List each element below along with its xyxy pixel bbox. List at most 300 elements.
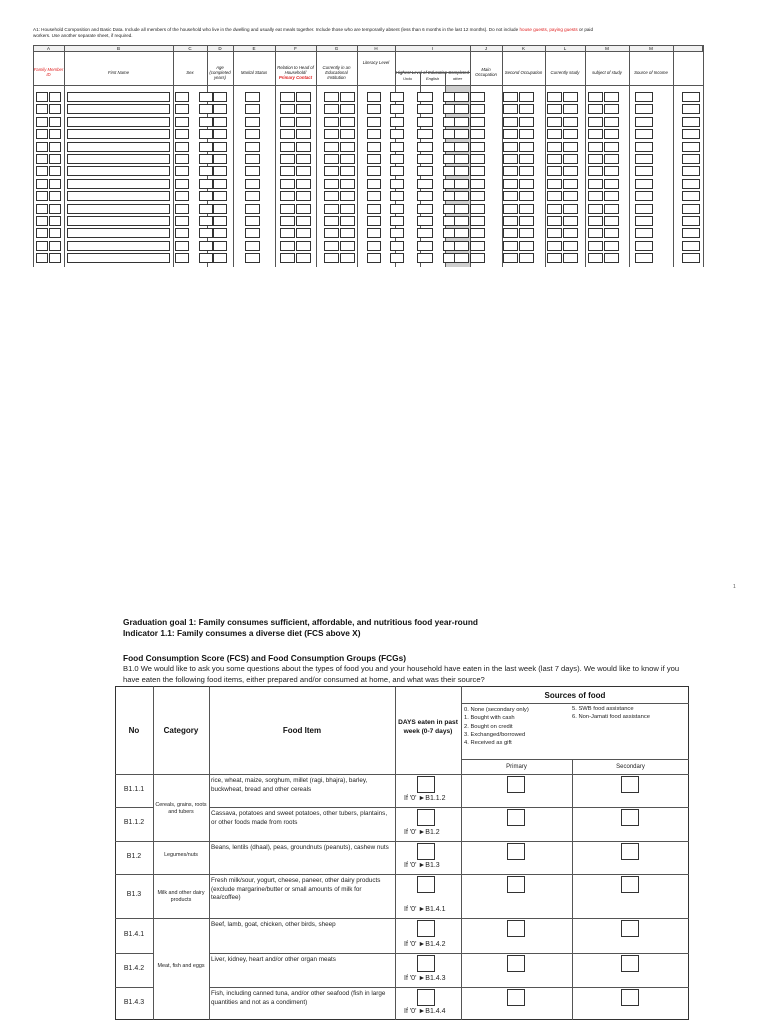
entry-box[interactable] <box>175 179 189 189</box>
entry-box[interactable] <box>340 179 355 189</box>
entry-box[interactable] <box>604 166 619 176</box>
entry-box[interactable] <box>454 142 469 152</box>
entry-box[interactable] <box>519 154 534 164</box>
entry-box[interactable] <box>67 117 170 127</box>
entry-box[interactable] <box>199 166 213 176</box>
entry-box[interactable] <box>563 142 578 152</box>
entry-box[interactable] <box>296 204 311 214</box>
secondary-source-box[interactable] <box>621 843 639 860</box>
entry-box[interactable] <box>324 253 339 263</box>
entry-box[interactable] <box>367 154 381 164</box>
entry-box[interactable] <box>470 104 485 114</box>
entry-box[interactable] <box>390 166 404 176</box>
entry-box[interactable] <box>563 191 578 201</box>
entry-box[interactable] <box>213 191 227 201</box>
entry-box[interactable] <box>547 117 562 127</box>
entry-box[interactable] <box>367 228 381 238</box>
entry-box[interactable] <box>245 104 260 114</box>
entry-box[interactable] <box>390 253 404 263</box>
entry-box[interactable] <box>470 154 485 164</box>
entry-box[interactable] <box>682 117 700 127</box>
entry-box[interactable] <box>503 104 518 114</box>
entry-box[interactable] <box>340 204 355 214</box>
entry-box[interactable] <box>175 216 189 226</box>
entry-box[interactable] <box>36 117 48 127</box>
entry-box[interactable] <box>635 154 653 164</box>
primary-source-box[interactable] <box>507 955 525 972</box>
entry-box[interactable] <box>470 92 485 102</box>
entry-box[interactable] <box>280 241 295 251</box>
entry-box[interactable] <box>213 166 227 176</box>
entry-box[interactable] <box>682 154 700 164</box>
entry-box[interactable] <box>519 92 534 102</box>
entry-box[interactable] <box>470 191 485 201</box>
entry-box[interactable] <box>563 179 578 189</box>
entry-box[interactable] <box>280 154 295 164</box>
entry-box[interactable] <box>245 241 260 251</box>
entry-box[interactable] <box>175 241 189 251</box>
entry-box[interactable] <box>340 241 355 251</box>
entry-box[interactable] <box>36 166 48 176</box>
entry-box[interactable] <box>547 166 562 176</box>
entry-box[interactable] <box>36 142 48 152</box>
entry-box[interactable] <box>563 253 578 263</box>
entry-box[interactable] <box>67 216 170 226</box>
entry-box[interactable] <box>340 253 355 263</box>
entry-box[interactable] <box>280 92 295 102</box>
entry-box[interactable] <box>547 129 562 139</box>
entry-box[interactable] <box>49 92 61 102</box>
entry-box[interactable] <box>454 216 469 226</box>
entry-box[interactable] <box>635 104 653 114</box>
entry-box[interactable] <box>682 191 700 201</box>
entry-box[interactable] <box>454 204 469 214</box>
entry-box[interactable] <box>390 204 404 214</box>
entry-box[interactable] <box>324 129 339 139</box>
entry-box[interactable] <box>280 179 295 189</box>
entry-box[interactable] <box>367 129 381 139</box>
entry-box[interactable] <box>547 253 562 263</box>
entry-box[interactable] <box>454 117 469 127</box>
entry-box[interactable] <box>588 104 603 114</box>
entry-box[interactable] <box>199 228 213 238</box>
entry-box[interactable] <box>454 241 469 251</box>
entry-box[interactable] <box>245 92 260 102</box>
entry-box[interactable] <box>280 129 295 139</box>
entry-box[interactable] <box>417 166 433 176</box>
entry-box[interactable] <box>635 92 653 102</box>
entry-box[interactable] <box>67 92 170 102</box>
entry-box[interactable] <box>367 104 381 114</box>
entry-box[interactable] <box>390 142 404 152</box>
entry-box[interactable] <box>213 228 227 238</box>
entry-box[interactable] <box>635 166 653 176</box>
entry-box[interactable] <box>175 204 189 214</box>
entry-box[interactable] <box>296 154 311 164</box>
entry-box[interactable] <box>49 228 61 238</box>
entry-box[interactable] <box>470 117 485 127</box>
primary-source-box[interactable] <box>507 809 525 826</box>
entry-box[interactable] <box>213 154 227 164</box>
entry-box[interactable] <box>417 154 433 164</box>
entry-box[interactable] <box>547 142 562 152</box>
entry-box[interactable] <box>36 216 48 226</box>
entry-box[interactable] <box>390 216 404 226</box>
entry-box[interactable] <box>547 204 562 214</box>
entry-box[interactable] <box>390 179 404 189</box>
entry-box[interactable] <box>213 142 227 152</box>
entry-box[interactable] <box>296 129 311 139</box>
entry-box[interactable] <box>588 129 603 139</box>
entry-box[interactable] <box>563 104 578 114</box>
entry-box[interactable] <box>454 129 469 139</box>
entry-box[interactable] <box>213 216 227 226</box>
secondary-source-box[interactable] <box>621 776 639 793</box>
entry-box[interactable] <box>213 129 227 139</box>
entry-box[interactable] <box>417 92 433 102</box>
entry-box[interactable] <box>519 117 534 127</box>
entry-box[interactable] <box>199 191 213 201</box>
entry-box[interactable] <box>604 142 619 152</box>
entry-box[interactable] <box>36 228 48 238</box>
entry-box[interactable] <box>245 166 260 176</box>
entry-box[interactable] <box>503 129 518 139</box>
entry-box[interactable] <box>503 241 518 251</box>
entry-box[interactable] <box>324 117 339 127</box>
entry-box[interactable] <box>280 104 295 114</box>
entry-box[interactable] <box>213 204 227 214</box>
entry-box[interactable] <box>213 253 227 263</box>
entry-box[interactable] <box>245 253 260 263</box>
entry-box[interactable] <box>324 179 339 189</box>
entry-box[interactable] <box>682 241 700 251</box>
days-eaten-box[interactable] <box>417 843 435 860</box>
entry-box[interactable] <box>199 241 213 251</box>
entry-box[interactable] <box>470 129 485 139</box>
entry-box[interactable] <box>245 228 260 238</box>
primary-source-box[interactable] <box>507 920 525 937</box>
entry-box[interactable] <box>635 179 653 189</box>
entry-box[interactable] <box>175 253 189 263</box>
entry-box[interactable] <box>503 191 518 201</box>
entry-box[interactable] <box>49 129 61 139</box>
entry-box[interactable] <box>67 142 170 152</box>
entry-box[interactable] <box>588 117 603 127</box>
entry-box[interactable] <box>563 129 578 139</box>
entry-box[interactable] <box>36 92 48 102</box>
entry-box[interactable] <box>417 228 433 238</box>
entry-box[interactable] <box>682 142 700 152</box>
entry-box[interactable] <box>417 253 433 263</box>
entry-box[interactable] <box>67 166 170 176</box>
entry-box[interactable] <box>635 253 653 263</box>
entry-box[interactable] <box>49 104 61 114</box>
primary-source-box[interactable] <box>507 876 525 893</box>
entry-box[interactable] <box>245 204 260 214</box>
entry-box[interactable] <box>67 104 170 114</box>
entry-box[interactable] <box>36 204 48 214</box>
entry-box[interactable] <box>390 104 404 114</box>
entry-box[interactable] <box>417 129 433 139</box>
entry-box[interactable] <box>324 228 339 238</box>
entry-box[interactable] <box>390 92 404 102</box>
entry-box[interactable] <box>280 216 295 226</box>
entry-box[interactable] <box>588 166 603 176</box>
entry-box[interactable] <box>280 228 295 238</box>
entry-box[interactable] <box>519 241 534 251</box>
days-eaten-box[interactable] <box>417 809 435 826</box>
entry-box[interactable] <box>340 92 355 102</box>
entry-box[interactable] <box>213 179 227 189</box>
entry-box[interactable] <box>588 154 603 164</box>
entry-box[interactable] <box>280 142 295 152</box>
entry-box[interactable] <box>49 204 61 214</box>
entry-box[interactable] <box>245 117 260 127</box>
entry-box[interactable] <box>454 179 469 189</box>
entry-box[interactable] <box>175 104 189 114</box>
entry-box[interactable] <box>503 154 518 164</box>
entry-box[interactable] <box>503 117 518 127</box>
entry-box[interactable] <box>547 154 562 164</box>
entry-box[interactable] <box>367 179 381 189</box>
entry-box[interactable] <box>49 166 61 176</box>
entry-box[interactable] <box>604 253 619 263</box>
entry-box[interactable] <box>199 104 213 114</box>
entry-box[interactable] <box>390 129 404 139</box>
entry-box[interactable] <box>454 154 469 164</box>
entry-box[interactable] <box>563 117 578 127</box>
entry-box[interactable] <box>682 166 700 176</box>
entry-box[interactable] <box>340 117 355 127</box>
entry-box[interactable] <box>635 142 653 152</box>
entry-box[interactable] <box>324 241 339 251</box>
entry-box[interactable] <box>563 204 578 214</box>
entry-box[interactable] <box>519 179 534 189</box>
entry-box[interactable] <box>340 166 355 176</box>
entry-box[interactable] <box>519 104 534 114</box>
entry-box[interactable] <box>296 179 311 189</box>
entry-box[interactable] <box>563 154 578 164</box>
entry-box[interactable] <box>604 154 619 164</box>
entry-box[interactable] <box>390 228 404 238</box>
entry-box[interactable] <box>635 216 653 226</box>
entry-box[interactable] <box>682 253 700 263</box>
entry-box[interactable] <box>454 92 469 102</box>
entry-box[interactable] <box>36 104 48 114</box>
entry-box[interactable] <box>36 179 48 189</box>
entry-box[interactable] <box>213 117 227 127</box>
entry-box[interactable] <box>296 104 311 114</box>
entry-box[interactable] <box>67 241 170 251</box>
entry-box[interactable] <box>519 216 534 226</box>
entry-box[interactable] <box>417 117 433 127</box>
entry-box[interactable] <box>503 179 518 189</box>
entry-box[interactable] <box>324 204 339 214</box>
entry-box[interactable] <box>503 216 518 226</box>
entry-box[interactable] <box>503 142 518 152</box>
entry-box[interactable] <box>296 216 311 226</box>
entry-box[interactable] <box>245 154 260 164</box>
entry-box[interactable] <box>417 241 433 251</box>
entry-box[interactable] <box>67 154 170 164</box>
entry-box[interactable] <box>563 92 578 102</box>
entry-box[interactable] <box>563 216 578 226</box>
entry-box[interactable] <box>417 179 433 189</box>
entry-box[interactable] <box>367 142 381 152</box>
entry-box[interactable] <box>604 241 619 251</box>
entry-box[interactable] <box>470 253 485 263</box>
entry-box[interactable] <box>324 191 339 201</box>
entry-box[interactable] <box>519 253 534 263</box>
entry-box[interactable] <box>635 117 653 127</box>
entry-box[interactable] <box>470 142 485 152</box>
entry-box[interactable] <box>67 228 170 238</box>
days-eaten-box[interactable] <box>417 989 435 1006</box>
entry-box[interactable] <box>390 117 404 127</box>
entry-box[interactable] <box>417 204 433 214</box>
entry-box[interactable] <box>245 216 260 226</box>
primary-source-box[interactable] <box>507 989 525 1006</box>
entry-box[interactable] <box>367 253 381 263</box>
entry-box[interactable] <box>175 92 189 102</box>
entry-box[interactable] <box>340 129 355 139</box>
entry-box[interactable] <box>245 191 260 201</box>
entry-box[interactable] <box>199 92 213 102</box>
entry-box[interactable] <box>36 241 48 251</box>
entry-box[interactable] <box>340 142 355 152</box>
entry-box[interactable] <box>635 129 653 139</box>
entry-box[interactable] <box>503 204 518 214</box>
entry-box[interactable] <box>417 104 433 114</box>
entry-box[interactable] <box>367 191 381 201</box>
entry-box[interactable] <box>324 166 339 176</box>
entry-box[interactable] <box>340 228 355 238</box>
entry-box[interactable] <box>49 142 61 152</box>
entry-box[interactable] <box>454 253 469 263</box>
entry-box[interactable] <box>367 216 381 226</box>
entry-box[interactable] <box>199 129 213 139</box>
entry-box[interactable] <box>682 129 700 139</box>
entry-box[interactable] <box>175 129 189 139</box>
entry-box[interactable] <box>470 179 485 189</box>
entry-box[interactable] <box>245 142 260 152</box>
entry-box[interactable] <box>503 228 518 238</box>
entry-box[interactable] <box>635 204 653 214</box>
entry-box[interactable] <box>519 191 534 201</box>
entry-box[interactable] <box>213 104 227 114</box>
entry-box[interactable] <box>67 191 170 201</box>
entry-box[interactable] <box>604 117 619 127</box>
entry-box[interactable] <box>588 92 603 102</box>
entry-box[interactable] <box>470 241 485 251</box>
entry-box[interactable] <box>280 253 295 263</box>
secondary-source-box[interactable] <box>621 809 639 826</box>
days-eaten-box[interactable] <box>417 920 435 937</box>
entry-box[interactable] <box>547 179 562 189</box>
entry-box[interactable] <box>324 92 339 102</box>
entry-box[interactable] <box>682 216 700 226</box>
entry-box[interactable] <box>213 92 227 102</box>
entry-box[interactable] <box>280 117 295 127</box>
entry-box[interactable] <box>36 191 48 201</box>
entry-box[interactable] <box>390 154 404 164</box>
entry-box[interactable] <box>563 241 578 251</box>
entry-box[interactable] <box>454 104 469 114</box>
entry-box[interactable] <box>199 216 213 226</box>
entry-box[interactable] <box>340 104 355 114</box>
entry-box[interactable] <box>470 166 485 176</box>
entry-box[interactable] <box>503 253 518 263</box>
entry-box[interactable] <box>36 253 48 263</box>
entry-box[interactable] <box>682 92 700 102</box>
entry-box[interactable] <box>296 241 311 251</box>
entry-box[interactable] <box>604 191 619 201</box>
entry-box[interactable] <box>588 228 603 238</box>
days-eaten-box[interactable] <box>417 955 435 972</box>
entry-box[interactable] <box>604 179 619 189</box>
entry-box[interactable] <box>547 228 562 238</box>
entry-box[interactable] <box>604 204 619 214</box>
entry-box[interactable] <box>175 228 189 238</box>
entry-box[interactable] <box>67 129 170 139</box>
entry-box[interactable] <box>454 228 469 238</box>
entry-box[interactable] <box>340 154 355 164</box>
entry-box[interactable] <box>547 92 562 102</box>
entry-box[interactable] <box>67 204 170 214</box>
entry-box[interactable] <box>367 92 381 102</box>
entry-box[interactable] <box>503 166 518 176</box>
entry-box[interactable] <box>67 179 170 189</box>
entry-box[interactable] <box>175 142 189 152</box>
entry-box[interactable] <box>280 204 295 214</box>
entry-box[interactable] <box>199 179 213 189</box>
entry-box[interactable] <box>519 228 534 238</box>
entry-box[interactable] <box>367 241 381 251</box>
entry-box[interactable] <box>454 166 469 176</box>
entry-box[interactable] <box>296 166 311 176</box>
entry-box[interactable] <box>470 228 485 238</box>
entry-box[interactable] <box>245 179 260 189</box>
entry-box[interactable] <box>417 216 433 226</box>
entry-box[interactable] <box>547 191 562 201</box>
entry-box[interactable] <box>367 166 381 176</box>
entry-box[interactable] <box>588 216 603 226</box>
entry-box[interactable] <box>682 179 700 189</box>
entry-box[interactable] <box>390 241 404 251</box>
entry-box[interactable] <box>454 191 469 201</box>
entry-box[interactable] <box>324 216 339 226</box>
entry-box[interactable] <box>49 179 61 189</box>
entry-box[interactable] <box>588 179 603 189</box>
entry-box[interactable] <box>563 166 578 176</box>
entry-box[interactable] <box>199 142 213 152</box>
entry-box[interactable] <box>49 154 61 164</box>
days-eaten-box[interactable] <box>417 876 435 893</box>
secondary-source-box[interactable] <box>621 876 639 893</box>
entry-box[interactable] <box>49 241 61 251</box>
entry-box[interactable] <box>604 216 619 226</box>
entry-box[interactable] <box>49 216 61 226</box>
entry-box[interactable] <box>49 191 61 201</box>
entry-box[interactable] <box>519 142 534 152</box>
entry-box[interactable] <box>547 104 562 114</box>
entry-box[interactable] <box>296 191 311 201</box>
entry-box[interactable] <box>682 228 700 238</box>
entry-box[interactable] <box>390 191 404 201</box>
entry-box[interactable] <box>604 228 619 238</box>
entry-box[interactable] <box>213 241 227 251</box>
entry-box[interactable] <box>604 104 619 114</box>
